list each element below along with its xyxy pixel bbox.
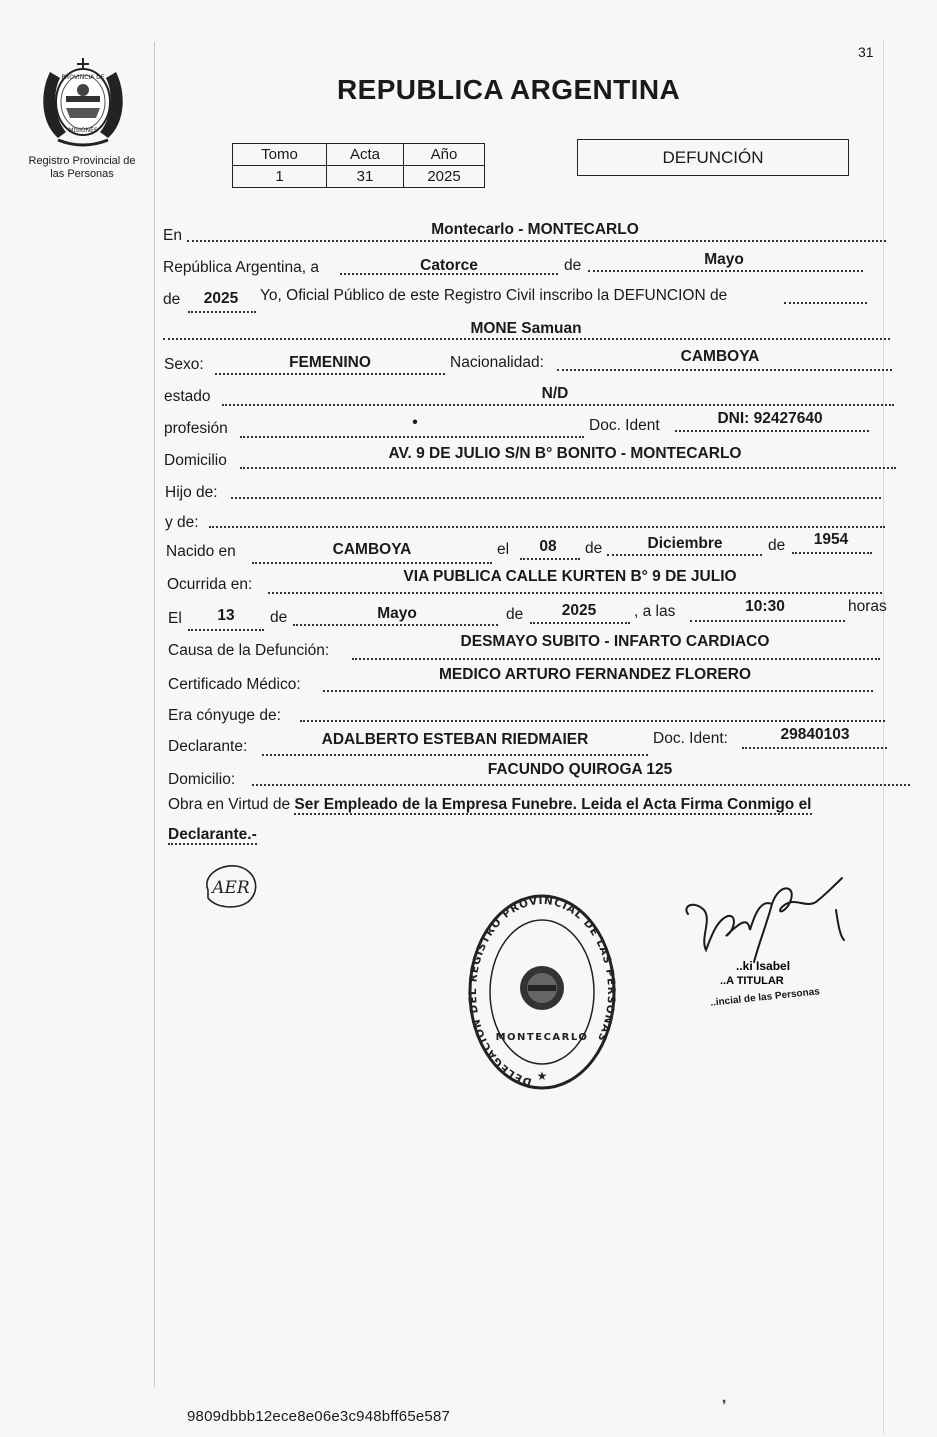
anio-value: 2025 <box>404 166 485 188</box>
birth-month-value: Diciembre <box>647 535 723 552</box>
acta-header: Acta <box>327 144 404 166</box>
tomo-header: Tomo <box>233 144 327 166</box>
obra-en-virtud-paragraph <box>168 790 913 850</box>
dotted-line <box>352 658 880 660</box>
label-estado: estado <box>164 388 211 405</box>
anio-header: Año <box>404 144 485 166</box>
place-value: Montecarlo - MONTECARLO <box>431 221 639 238</box>
month-value: Mayo <box>704 251 744 268</box>
label-de2: de <box>163 291 181 308</box>
registry-name <box>14 155 150 181</box>
dotted-line <box>268 592 882 594</box>
dotted-line <box>742 747 887 749</box>
medical-certificate-value: MEDICO ARTURO FERNANDEZ FLORERO <box>439 666 751 683</box>
declarant-address-value: FACUNDO QUIROGA 125 <box>487 761 673 778</box>
address-value: AV. 9 DE JULIO S/N B° BONITO - MONTECARLO <box>388 445 742 462</box>
profession-value: • <box>412 414 418 431</box>
tomo-value: 1 <box>233 166 327 188</box>
year-value: 2025 <box>203 290 239 307</box>
label-domicilio: Domicilio <box>164 452 227 469</box>
dotted-line <box>323 690 873 692</box>
label-a-las: , a las <box>634 603 676 620</box>
label-republica: República Argentina, a <box>163 259 319 276</box>
label-nacido-en: Nacido en <box>166 543 236 560</box>
label-el: el <box>497 541 510 558</box>
acta-value: 31 <box>327 166 404 188</box>
label-sexo: Sexo: <box>164 356 204 373</box>
obra-text-value-line2: Declarante.- <box>168 826 257 843</box>
label-horas: horas <box>848 598 887 615</box>
province-coat-of-arms-logo <box>36 52 130 148</box>
dotted-line <box>240 467 896 469</box>
label-obra: Obra en Virtud de <box>168 796 291 813</box>
label-conyuge: Era cónyuge de: <box>168 707 281 724</box>
label-doc-ident: Doc. Ident <box>589 417 660 434</box>
dotted-line <box>607 554 762 556</box>
dotted-line <box>690 620 845 622</box>
birth-year-value: 1954 <box>813 531 849 548</box>
doc-ident-value: DNI: 92427640 <box>717 410 823 427</box>
death-day-value: 13 <box>217 607 235 624</box>
label-yo: Yo, Oficial Público de este Registro Civil inscribo la DEFUNCION de <box>260 287 728 304</box>
dotted-line <box>187 240 886 242</box>
dotted-line <box>557 369 892 371</box>
dotted-line <box>530 622 630 624</box>
label-domicilio-declarante: Domicilio: <box>168 771 236 788</box>
death-month-value: Mayo <box>377 605 417 622</box>
official-seal-stamp <box>466 892 618 1092</box>
cause-of-death-value: DESMAYO SUBITO - INFARTO CARDIACO <box>460 633 770 650</box>
sex-value: FEMENINO <box>289 354 371 371</box>
label-en: En <box>163 227 182 244</box>
dotted-line <box>792 552 872 554</box>
right-edge-line <box>883 40 884 1435</box>
label-de-death-1: de <box>270 609 288 626</box>
death-place-value: VIA PUBLICA CALLE KURTEN B° 9 DE JULIO <box>403 568 737 585</box>
label-declarante: Declarante: <box>168 738 248 755</box>
logo-text-top: PROVINCIA DE <box>61 74 105 81</box>
officer-signature <box>676 870 876 990</box>
birthplace-value: CAMBOYA <box>332 541 412 558</box>
page-number: 31 <box>858 44 874 60</box>
dotted-line <box>188 311 256 313</box>
label-ocurrida-en: Ocurrida en: <box>167 576 253 593</box>
label-causa: Causa de la Defunción: <box>168 642 330 659</box>
death-time-value: 10:30 <box>745 598 785 615</box>
paper-speck: ❜ <box>722 1397 727 1413</box>
declarant-initials-signature <box>198 860 264 910</box>
record-type-box: DEFUNCIÓN <box>577 139 849 176</box>
signature-stamp-line2: ..A TITULAR <box>720 975 784 987</box>
label-el-death: El <box>168 610 182 627</box>
margin-line <box>154 42 155 1387</box>
svg-text:★: ★ <box>536 1069 548 1083</box>
signature-stamp-line3: ..incial de las Personas <box>709 986 821 1009</box>
seal-inner-text: MONTECARLO <box>495 1032 589 1043</box>
marital-status-value: N/D <box>541 385 569 402</box>
registry-name-line1: Registro Provincial de <box>28 155 136 167</box>
dotted-line <box>252 562 492 564</box>
label-de-birth-2: de <box>768 537 786 554</box>
label-hijo-de: Hijo de: <box>165 484 218 501</box>
label-certificado: Certificado Médico: <box>168 676 301 693</box>
signature-stamp-line1: ..ki Isabel <box>736 959 791 973</box>
declarant-name-value: ADALBERTO ESTEBAN RIEDMAIER <box>321 731 589 748</box>
day-in-words-value: Catorce <box>420 257 478 274</box>
birth-day-value: 08 <box>539 538 557 555</box>
dotted-line <box>784 302 867 304</box>
label-profesion: profesión <box>164 420 228 437</box>
dotted-line <box>520 558 580 560</box>
dotted-line <box>293 624 498 626</box>
dotted-line <box>222 404 894 406</box>
dotted-line <box>675 430 869 432</box>
dotted-line <box>262 754 648 756</box>
label-doc-ident-declarante: Doc. Ident: <box>653 730 728 747</box>
label-de-birth-1: de <box>585 540 603 557</box>
dotted-line <box>215 373 445 375</box>
death-year-value: 2025 <box>561 602 597 619</box>
label-nacionalidad: Nacionalidad: <box>450 354 544 371</box>
dotted-line <box>252 784 910 786</box>
dotted-line <box>163 338 890 340</box>
document-title: REPUBLICA ARGENTINA <box>337 74 681 105</box>
book-reference-table <box>232 143 485 188</box>
dotted-line <box>209 526 885 528</box>
seal-ring-text: DELEGACION DEL REGISTRO PROVINCIAL DE LAS PERSONAS <box>467 894 618 1088</box>
label-y-de: y de: <box>165 514 199 531</box>
dotted-line <box>231 497 881 499</box>
document-hash: 9809dbbb12ece8e06e3c948bff65e587 <box>187 1408 451 1425</box>
declarant-doc-value: 29840103 <box>780 726 850 743</box>
label-de: de <box>564 257 582 274</box>
logo-text-bottom: MISIONES <box>68 127 98 134</box>
initials-text: AER <box>212 878 250 898</box>
obra-text-value: Ser Empleado de la Empresa Funebre. Leida el Acta Firma Conmigo el <box>294 796 812 813</box>
dotted-line <box>588 270 863 272</box>
nationality-value: CAMBOYA <box>680 348 760 365</box>
registry-name-line2: las Personas <box>50 168 114 180</box>
dotted-line <box>300 720 885 722</box>
dotted-line <box>240 436 584 438</box>
label-de-death-2: de <box>506 606 524 623</box>
deceased-name-value: MONE Samuan <box>470 320 582 337</box>
dotted-line <box>188 629 264 631</box>
